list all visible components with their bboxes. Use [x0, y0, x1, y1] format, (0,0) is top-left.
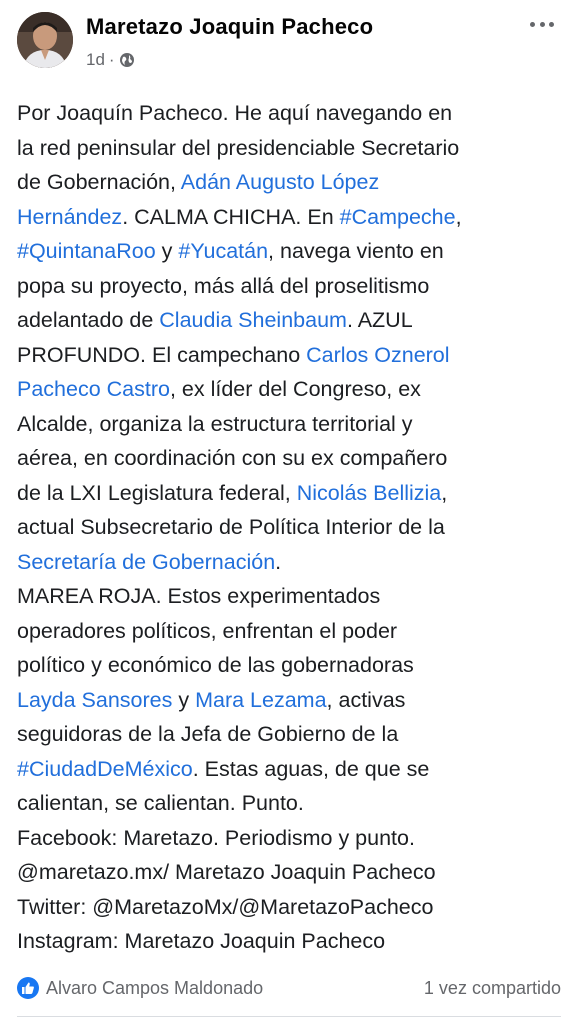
post-line — [17, 131, 567, 166]
post-line — [17, 786, 567, 821]
mention-link[interactable]: Nicolás Bellizia — [296, 480, 442, 505]
post-text-segment: calientan, se calientan. Punto. — [17, 791, 304, 815]
author-avatar[interactable] — [17, 12, 73, 68]
post-text-segment: Instagram: Maretazo Joaquin Pacheco — [17, 929, 386, 953]
post-text-segment: Alcalde, organiza la estructura territorial y — [17, 411, 413, 436]
mention-link[interactable]: Adán Augusto López — [180, 170, 380, 194]
post-line — [17, 441, 567, 476]
post-text-segment: la red peninsular del presidenciable Secretario — [17, 135, 460, 160]
meta-separator: · — [108, 50, 115, 69]
hashtag-link[interactable]: #Yucatán — [178, 239, 269, 263]
mention-link[interactable]: Hernández — [17, 204, 123, 229]
post-text-segment: Twitter: @MaretazoMx/@MaretazoPacheco — [17, 894, 434, 919]
like-icon — [17, 977, 39, 999]
post-line — [17, 683, 567, 718]
post-line — [17, 234, 567, 269]
post-line — [17, 924, 567, 959]
post-text-segment: adelantado de — [17, 308, 160, 332]
post-text-segment: . CALMA CHICHA. En — [122, 204, 340, 229]
post-timestamp[interactable]: 1d — [86, 50, 105, 69]
post-line — [17, 855, 567, 890]
post-line — [17, 579, 567, 614]
post-text-segment: de la LXI Legislatura federal, — [17, 480, 297, 505]
post-text — [17, 96, 567, 959]
shares-count[interactable]: 1 vez compartido — [423, 978, 561, 998]
post-line — [17, 717, 567, 752]
post-line — [17, 165, 567, 200]
reactions-summary[interactable]: Alvaro Campos Maldonado — [46, 978, 264, 998]
mention-link[interactable]: Pacheco Castro — [17, 377, 170, 401]
post-text-segment: actual Subsecretario de Política Interior de la — [17, 515, 445, 539]
post-line — [17, 890, 567, 925]
post-text-segment: . Estas aguas, de que se — [192, 756, 430, 781]
divider — [17, 1016, 561, 1017]
post-text-segment: y — [172, 687, 196, 712]
post-header — [0, 0, 578, 90]
post-text-segment: @maretazo.mx/ Maretazo Joaquin Pacheco — [17, 860, 436, 884]
author-name[interactable]: Maretazo Joaquin Pacheco — [86, 14, 374, 39]
post-line — [17, 476, 567, 511]
post-line — [17, 510, 567, 545]
post-line — [17, 372, 567, 407]
mention-link[interactable]: Claudia Sheinbaum — [159, 308, 347, 332]
post-text-segment: aérea, en coordinación con su ex compañero — [17, 446, 448, 470]
post-line — [17, 407, 567, 442]
post-text-segment: operadores políticos, enfrentan el poder — [17, 618, 398, 643]
post-footer — [0, 970, 578, 1010]
post-line — [17, 752, 567, 787]
post-meta — [86, 50, 135, 70]
hashtag-link[interactable]: #CiudadDeMéxico — [17, 756, 193, 781]
post-text-segment: . AZUL — [346, 308, 413, 332]
post-line — [17, 303, 567, 338]
post-text-segment: Facebook: Maretazo. Periodismo y punto. — [17, 825, 415, 850]
mention-link[interactable]: Layda Sansores — [17, 687, 173, 712]
more-options-icon[interactable] — [530, 12, 554, 36]
post-text-segment: político y económico de las gobernadoras — [17, 653, 414, 677]
post-line — [17, 200, 567, 235]
post-text-segment: . — [275, 549, 282, 574]
post-line — [17, 269, 567, 304]
post-text-segment: , navega viento en — [268, 239, 444, 263]
post-text-segment: , — [441, 480, 448, 505]
post-text-segment: , activas — [326, 687, 406, 712]
post-text-segment: de Gobernación, — [17, 170, 181, 194]
hashtag-link[interactable]: #QuintanaRoo — [17, 239, 156, 263]
post-text-segment: , — [455, 204, 462, 229]
post-text-segment: , ex líder del Congreso, ex — [169, 377, 421, 401]
post-text-segment: MAREA ROJA. Estos experimentados — [17, 584, 381, 608]
post-line — [17, 648, 567, 683]
post-line — [17, 545, 567, 580]
mention-link[interactable]: Carlos Oznerol — [306, 342, 450, 367]
post-text-segment: popa su proyecto, más allá del proselitismo — [17, 273, 430, 298]
mention-link[interactable]: Secretaría de Gobernación — [17, 549, 276, 574]
post-line — [17, 96, 567, 131]
post-text-segment: y — [155, 239, 179, 263]
post-text-segment: seguidoras de la Jefa de Gobierno de la — [17, 722, 399, 746]
globe-icon — [119, 52, 135, 68]
post-text-segment: Por Joaquín Pacheco. He aquí navegando en — [17, 101, 453, 125]
post-line — [17, 614, 567, 649]
post-text-segment: PROFUNDO. El campechano — [17, 342, 307, 367]
post-line — [17, 821, 567, 856]
hashtag-link[interactable]: #Campeche — [339, 204, 456, 229]
mention-link[interactable]: Mara Lezama — [195, 687, 327, 712]
post-line — [17, 338, 567, 373]
